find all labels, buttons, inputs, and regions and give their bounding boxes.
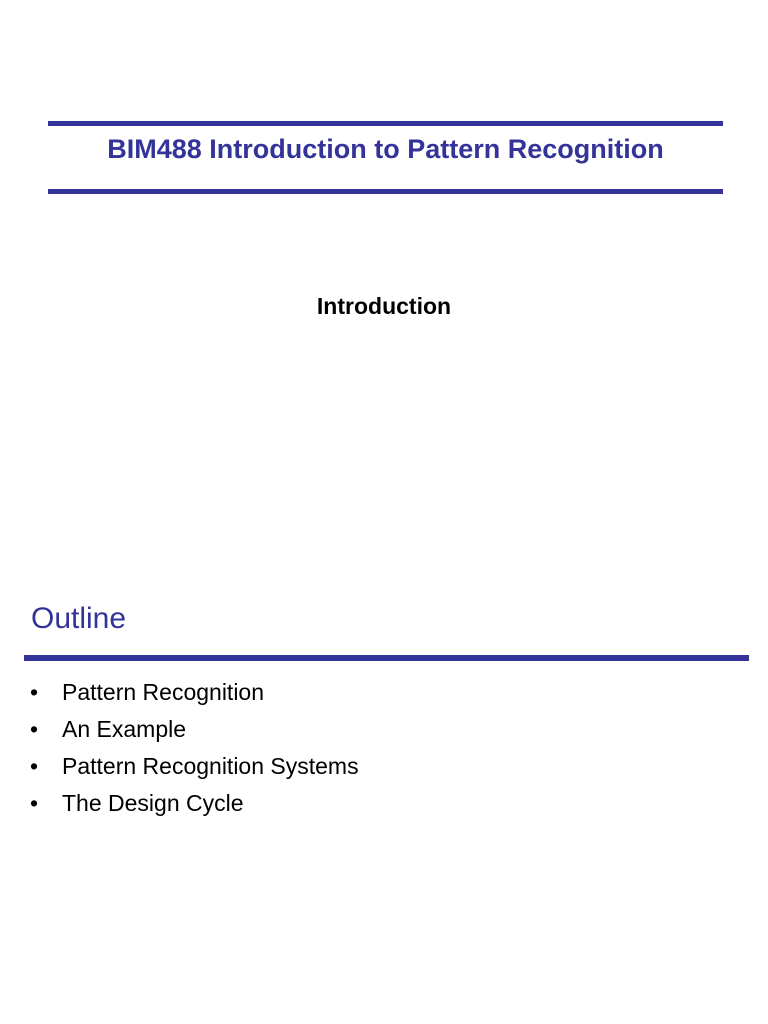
course-title: BIM488 Introduction to Pattern Recognition xyxy=(107,134,664,164)
outline-heading-rule xyxy=(24,655,749,661)
list-item xyxy=(28,787,359,824)
bullet-icon: • xyxy=(30,679,39,705)
title-bottom-rule xyxy=(48,189,723,194)
outline-bullet-list xyxy=(28,676,359,824)
bullet-icon: • xyxy=(30,790,39,816)
list-item xyxy=(28,750,359,787)
outline-heading: Outline xyxy=(31,602,127,635)
list-item xyxy=(28,713,359,750)
bullet-icon: • xyxy=(30,753,39,779)
bullet-icon: • xyxy=(30,716,39,742)
slide-subtitle: Introduction xyxy=(316,293,452,319)
title-top-rule xyxy=(48,121,723,126)
list-item-text: Pattern Recognition Systems xyxy=(62,753,359,779)
list-item-text: Pattern Recognition xyxy=(62,679,265,705)
list-item-text: The Design Cycle xyxy=(62,790,244,816)
list-item-text: An Example xyxy=(62,716,187,742)
list-item xyxy=(28,676,359,713)
